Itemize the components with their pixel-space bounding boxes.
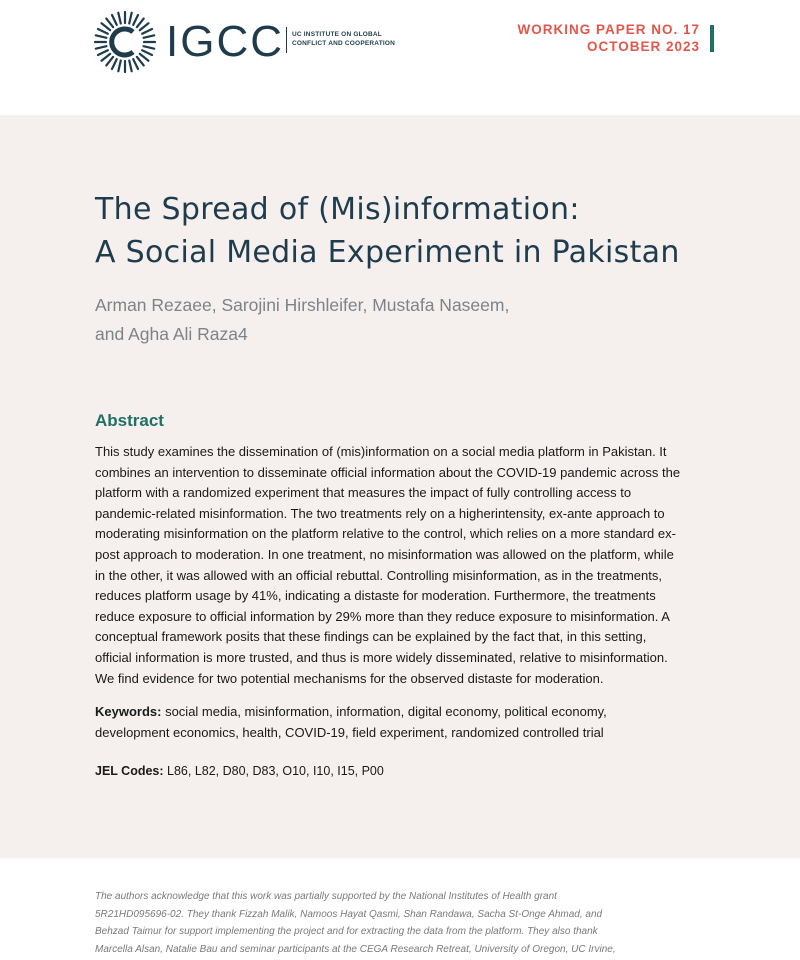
abstract-line: post approach to moderation. In one treatment, no misinformation was allowed on the platform, while [95, 546, 674, 562]
logo-ray [96, 35, 107, 37]
keywords-line1 [95, 702, 707, 723]
abstract-line: We find evidence for two potential mechanisms for the observed distaste for moderation. [95, 670, 604, 686]
paper-title [95, 188, 755, 274]
abstract-line: moderating misinformation on the platform relative to the control, which relies on a more standard ex- [95, 526, 676, 542]
footnote-line: Behzad Taimur for support implementing the project and for extracting the data from the platform. They also thank [95, 926, 598, 937]
abstract-line: in the other, it was allowed with an official rebuttal. Controlling misinformation, as in the treatments, [95, 567, 662, 583]
logo-ray [140, 54, 149, 61]
abstract-line: platform with a randomized experiment that measures the impact of fully controlling access to [95, 485, 632, 501]
logo-ray [98, 29, 108, 34]
working-paper-number: WORKING PAPER NO. 17 [517, 22, 700, 37]
abstract-line: conceptual framework posits that these findings can be explained by the fact that, in this setting, [95, 629, 647, 645]
logo-ray [137, 57, 144, 66]
footnote-line: The authors acknowledge that this work was partially supported by the National Institutes of Health grant [95, 891, 557, 902]
logo-subtitle-line1: UC INSTITUTE ON GLOBAL [292, 31, 382, 38]
logo-ray [98, 50, 108, 55]
logo-ray [137, 19, 144, 28]
keywords [95, 702, 707, 743]
keywords-label: Keywords: [95, 704, 162, 719]
footnote-line: 5R21HD095696-02. They thank Fizzah Malik, Namoos Hayat Qasmi, Shan Randawa, Sacha St-Onge Ahmad, and [95, 908, 603, 920]
logo-ray [142, 29, 152, 34]
logo-subtitle-line2: CONFLICT AND COOPERATION [292, 40, 396, 47]
logo-divider [286, 27, 287, 53]
authors-line2: and Agha Ali Raza4 [95, 324, 248, 344]
abstract-line: official information is more trusted, and thus is more widely disseminated, relative to misinformation. [95, 649, 668, 665]
logo-ray [102, 23, 111, 30]
logo-ray [96, 46, 107, 48]
logo-ray [140, 23, 149, 30]
acknowledgement-footnote [95, 888, 715, 958]
logo-ray [112, 59, 117, 69]
publication-date: OCTOBER 2023 [586, 39, 700, 54]
logo-ray [144, 35, 155, 37]
logo-ray [129, 61, 131, 72]
igcc-logo-icon [93, 10, 157, 74]
jel-value: L86, L82, D80, D83, O10, I10, I15, P00 [163, 764, 384, 778]
title-line1: The Spread of (Mis)information: [95, 192, 580, 227]
footnote-line: Marcella Alsan, Natalie Bau and seminar participants at the CEGA Research Retreat, University of Oregon, UC Irvine, [95, 943, 616, 955]
working-paper-info [517, 21, 700, 55]
abstract-line: combines an intervention to disseminate official information about the COVID-19 pandemic across the [95, 464, 681, 480]
abstract-line: pandemic-related misinformation. The two treatments rely on a higherintensity, ex-ante approach to [95, 505, 665, 521]
jel-codes [95, 764, 384, 778]
logo-ray [133, 59, 138, 69]
abstract-line: reduce exposure to official information by 29% more than they reduce exposure to misinformation. A [95, 608, 670, 624]
logo-ray [106, 19, 113, 28]
abstract-body [95, 442, 707, 689]
logo-ray [118, 13, 120, 24]
logo-wordmark: IGCC [166, 17, 284, 66]
logo-ray [129, 13, 131, 24]
title-line2: A Social Media Experiment in Pakistan [95, 235, 680, 270]
authors-line1: Arman Rezaee, Sarojini Hirshleifer, Mustafa Naseem, [95, 295, 510, 315]
logo-subtitle [292, 30, 422, 48]
logo-ray [142, 50, 152, 55]
logo-ray [118, 61, 120, 72]
logo-ray [102, 54, 111, 61]
logo-ray [106, 57, 113, 66]
abstract-line: reduces platform usage by 41%, indicating a distaste for moderation. Furthermore, the treatments [95, 588, 656, 604]
abstract-heading: Abstract [95, 411, 164, 430]
jel-label: JEL Codes: [95, 764, 164, 778]
logo-ray [144, 46, 155, 48]
accent-bar [710, 25, 714, 52]
abstract-line: This study examines the dissemination of (mis)information on a social media platform in Pakistan. It [95, 444, 667, 459]
keywords-text1: social media, misinformation, information, digital economy, political economy, [161, 704, 607, 719]
page-header [0, 0, 800, 115]
logo-ray [133, 15, 138, 25]
author-list [95, 291, 695, 349]
logo-ray [112, 15, 117, 25]
keywords-line2: development economics, health, COVID-19, field experiment, randomized controlled trial [95, 724, 604, 740]
